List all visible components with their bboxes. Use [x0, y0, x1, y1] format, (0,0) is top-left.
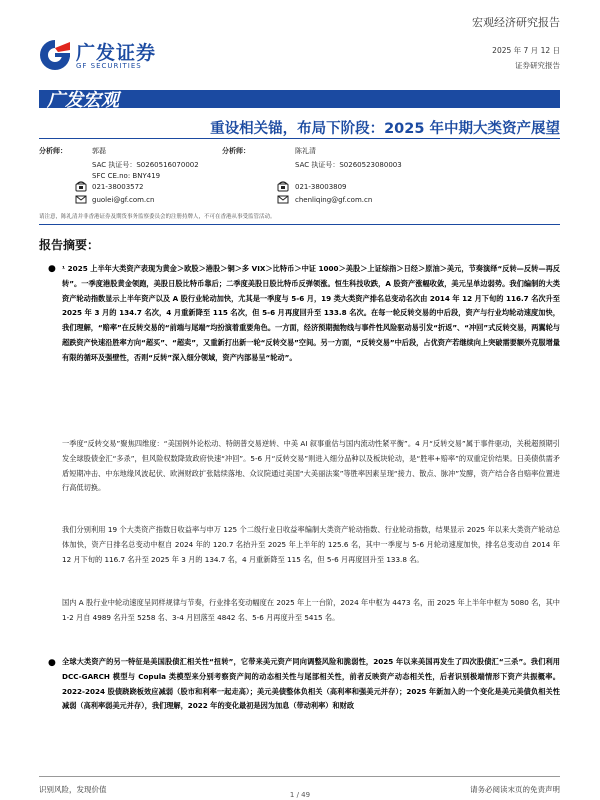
summary-paragraph-1: ¹ 2025 上半年大类资产表现为黄金＞欧股＞港股＞铜＞多 VIX＞比特币＞中证 1000＞美股＞上证综指＞日经＞原油＞美元，节奏演绎“反转—反转—再反转”。一季度港股黄金领跑，美股日股比特币靠后；二季度美股日股比特币反弹领涨。恒生科技收跌，A 股资产涨幅收敛，美元呈单边弱势。我们编制的大类资产轮动指数显示上半年资产以及 A 股行业轮动加快，尤其是一季度与 5-6 月，19 类大类资产排名总变动名次由 2014 年 12 月下旬的 116.7 名次升至 2025 年 3 月的 134.7 名次，4 月重新降至 115 名次，但 5-6 月再度回升至 133.8 名次。在每一轮反转交易的中后段，资产与行业均轮动速度加快，我们理解，“赔率”在反转交易的“前端与尾端”均扮演着重要角色。一方面，经济预期抛物线与事件性风险驱动易引发“折返”、“冲回”式反转交易，两翼轮与超跌资产快速沿胜率方向“超买”、“超卖”，又重新打出新一轮“反转交易”空间。另一方面，“反转交易”中后段，占优资产若继续向上突破需要额外克服增量有限的循环及强壁性，否则“反转”深入细分领域，资产内部易呈“轮动”。 [62, 264, 560, 362]
report-date: 2025 年 7 月 12 日 [492, 46, 560, 55]
analyst-2-role: 分析师： [222, 147, 250, 155]
logo-text-cn: 广发证券 [76, 42, 157, 64]
analyst-2-name: 陈礼清 [295, 147, 316, 155]
email-icon [277, 194, 289, 205]
analyst-divider [39, 224, 560, 225]
summary-paragraph-3: 我们分别利用 19 个大类资产指数日收益率与申万 125 个二级行业日收益率编制大类资产轮动指数、行业轮动指数，结果显示 2025 年以来大类资产轮动总体加快，资产日排名总变动中枢自 2024 年的 120.7 名抬升至 2025 年上半年的 125.6 名，其中一季度与 5-6 月轮动速度加快，排名总变动自 2014 年 12 月下旬的 116.7 名升至 2025 年 3 月的 134.7 名，4 月重新降至 115 名，但 5-6 月再度回升至 133.8 名。 [62, 525, 560, 564]
bullet-dot: ● [48, 658, 56, 668]
footer-slogan: 识别风险，发现价值 [39, 785, 107, 794]
bullet-dot: ● [48, 264, 56, 274]
analyst-disclaimer: 请注意，陈礼清并非香港证券及期货事务监察委员会的注册持牌人，不可在香港从事受监管活动。 [39, 214, 276, 220]
analyst-1-phone: 021-38003572 [92, 183, 144, 191]
report-dept: 证券研究报告 [515, 61, 560, 70]
email-icon [75, 194, 87, 205]
logo-text-en: GF SECURITIES [76, 62, 142, 70]
analyst-2-sac: SAC 执证号：S0260523080003 [295, 161, 402, 169]
analyst-2-phone: 021-38003809 [295, 183, 347, 191]
analyst-1-name: 郭磊 [92, 147, 106, 155]
company-logo [38, 38, 158, 74]
report-type: 宏观经济研究报告 [472, 16, 560, 29]
summary-paragraph-2: 一季度“反转交易”聚焦四维度：“美国例外论松动、特朗普交易逆转、中美 AI 叙事重估与国内流动性紧平衡”。4 月“反转交易”属于事件驱动，关税超预期引发全球股债金汇“多杀”，但风险权数降致政府快速“冲回”。5-6 月“反转交易”则进入细分品种以及板块轮动，是“胜率+赔率”的双重定价结果。日美债供需矛盾短期冲击、中东地缘风波起伏、欧洲财政扩张陆续落地、众议院通过美国“大美丽法案”等胜率因素呈现“接力、散点、脉冲”发酵，资产结合各自赔率位置进行高低切换。 [62, 439, 560, 493]
title-divider [39, 138, 560, 139]
analyst-1-role: 分析师： [39, 147, 67, 155]
footer-disclaimer-note: 请务必阅读末页的免责声明 [470, 785, 560, 794]
banner-label: 广发宏观 [47, 90, 119, 111]
analyst-2-email[interactable]: chenliqing@gf.com.cn [295, 196, 373, 204]
analyst-1-email[interactable]: guolei@gf.com.cn [92, 196, 155, 204]
summary-paragraph-5: 全球大类资产的另一特征是美国股债汇相关性“扭转”，它带来美元资产同向调整风险和脆弱性，2025 年以来美国再发生了四次股债汇“三杀”。我们利用 DCC-GARCH 模型与 Copula 类模型来分别考察资产间的动态相关性与尾部相关性，前者反映资产动态相关性，后者识别极端情形下资产共振概率。2022-2024 股债跷跷板效应减弱（股市和利率一起走高）；美元美债整体负相关（高利率和强美元并存）；2025 年新加入的一个变化是美元美债负相关性减弱（高利率弱美元并存），我们理解，2022 年的变化最初是因为加息（带动利率）和财政 [62, 657, 560, 711]
phone-icon [75, 181, 87, 192]
summary-paragraph-4: 国内 A 股行业中轮动速度呈同样规律与节奏，行业排名变动幅度在 2025 年上一台阶，2024 年中枢为 4473 名，而 2025 年上半年中枢为 5080 名，其中 1-2 月自 4989 名升至 5258 名、3-4 月回落至 4842 名、5-6 月再度升至 5415 名。 [62, 598, 560, 622]
analyst-1-sfc: SFC CE.no: BNY419 [92, 172, 161, 180]
gf-logo-icon [38, 38, 72, 72]
summary-title: 报告摘要： [39, 238, 100, 252]
phone-icon [277, 181, 289, 192]
analyst-1-sac: SAC 执证号：S0260516070002 [92, 161, 199, 169]
footer-divider [39, 776, 560, 777]
page-number: 1 / 49 [289, 791, 311, 799]
report-title: 重设相关锚，布局下阶段：2025 年中期大类资产展望 [210, 121, 560, 137]
section-banner [39, 90, 560, 111]
